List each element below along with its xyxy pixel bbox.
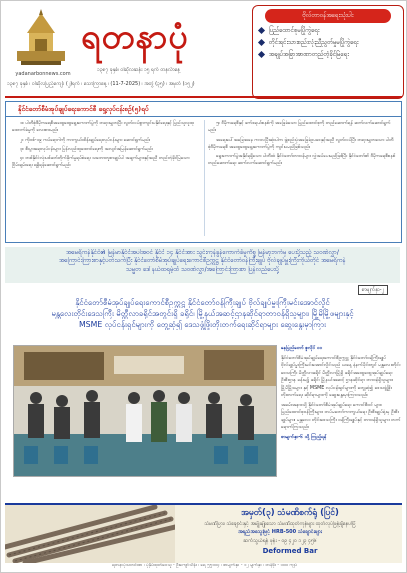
ad-product-line: အရည်အသွေးမြင့် HRB-500 သံချောင်းများ — [238, 529, 322, 535]
page-reference[interactable]: စာမျက်နှာ-၂ — [358, 285, 388, 295]
roadmap-right-column — [208, 120, 396, 170]
newspaper-nameplate: ရတနာပုံ — [81, 17, 189, 57]
slogan-item — [259, 38, 397, 47]
masthead — [7, 5, 402, 95]
headline-line: မန္တလေးတိုင်းဒေသကြီး မိတ္ထီလာခရိုင်အတွင်းရှိ ခရိုင်၊ မြို့နယ်အဆင့်ဌာနဆိုင်ရာတာဝန်ရှိသူများ၊ မြို့မိမြို့ဖများနှင့် — [51, 309, 354, 318]
roadmap-title: နိုင်ငံတော်စီမံအုပ်ချုပ်ရေးကောင်စီ ရှေ့လုပ်ငန်းစဉ်(၅)ရပ် — [6, 102, 401, 117]
diamond-bullet-icon — [258, 51, 265, 58]
diamond-bullet-icon — [258, 39, 265, 46]
ad-contact-line: ဆက်သွယ်ရန် ဖုန်း - ၀၉ ၄၂၀ ၁၂၃ ၄၅၆ — [243, 538, 317, 544]
footer-imprint: ရတနာပုံသတင်းစာ ၊ ပုံနှိပ်ထုတ်ဝေသူ - ဦးကျော်သိန်း ၊ ရေ ၅၅၁၀၄ ၊ စာမျက်နှာ - ၁၂ မျက်နှာ ၊ တန်ဖိုး - ၁၀၀ ကျပ် — [112, 563, 297, 568]
main-headline[interactable] — [5, 297, 400, 330]
website-url: yadanarbonnews.com — [15, 71, 71, 77]
slogan-item-text: တိုင်းရင်းသားစည်းလုံးညီညွတ်မှုမပြိုကွဲရေး — [269, 39, 359, 46]
story-body — [281, 345, 401, 510]
news-photo[interactable] — [13, 345, 277, 477]
lead-line: သမ္မတ ဒေါ်နယ်ထရမ့်ထံ သဝဏ်လွှာ/အကြောင်းကြားစာ ပြန်လည်ပေးပို့ — [126, 265, 279, 273]
issue-date-line: ၁၃၈၇ ခုနှစ်၊ ဝါဆိုလဆန်း ၁၅ ရက် တနင်္လာနေ့ — [97, 67, 181, 73]
roadmap-item: ၄။ တစ်နိုင်ငံလုံးပစ်ခတ်တိုက်ခိုက်မှုရပ်စဲရေး သဘောတူစာချုပ်ပါ အချက်များနှင့်အညီ တည်တံ့ခိုင်မြဲသော ငြိမ်းချမ်းရေး ရရှိရန်ဆောင်ရွက်မည်။ — [12, 156, 190, 169]
slogan-item — [259, 50, 397, 59]
ad-title: အမှတ်(၃) သံမဏိစက်ရုံ (ပြင်) — [241, 508, 339, 518]
story-continue-link[interactable]: စာမျက်နှာ-၆ သို့ ကြည့်ရန် — [281, 434, 327, 440]
roadmap-item: ရွေးကောက်ပွဲအနိုင်ရရှိသော ပါတီထံ နိုင်ငံတော်တာဝန်များ လွှဲအပ်ပေးမည်ဖြစ်ပြီး နိုင်ငံတော်၏ ဒီမိုကရေစီစနစ် တည်ဆောက်ရေး ဆက်လက်ဆောင်ရွက်မည်။ — [208, 154, 396, 167]
ad-brand: Deformed Bar — [262, 547, 318, 555]
lead-story-box[interactable] — [5, 247, 400, 283]
story-dateline: နေပြည်တော် ဇူလိုင် ၁၀ — [281, 346, 323, 351]
advertisement[interactable] — [5, 503, 402, 563]
roadmap-item: ၅။ ဒီမိုကရေစီနှင့် ဖက်ဒရယ်စနစ်ကို အခြေခံသော ပြည်ထောင်စုကို တည်ဆောက်ရန် ဆက်လက်ဆောင်ရွက်မည်။ — [208, 121, 391, 134]
roadmap-left-column — [12, 120, 200, 172]
issue-number-line: ၁၃၈၇ ခုနှစ် ၊ ဝါဆိုလပြည့်ကျော် (၂)ရက် ၊ သောကြာနေ့ ၊ (11-7-2025) ၊ အတွဲ (၃၅) ၊ အမှတ် (၁၅၂) — [7, 81, 195, 87]
slogan-item-text: ပြည်ထောင်စုမပြိုကွဲရေး — [269, 27, 320, 34]
ad-subtitle: သံမဏိပြား၊ သံချောင်းနှင့် အမျိုးမျိုးသော သံမဏိထုတ်ကုန်များ ထုတ်လုပ်ဖြန့်ချိနေပါပြီ — [204, 521, 356, 527]
emblem-logo — [11, 9, 71, 71]
slogan-item — [259, 26, 397, 35]
lead-line: အကြောင်းကြားစာနှင့်ပတ်သက်ပြီး နိုင်ငံတော်စီမံအုပ်ချုပ်ရေးကောင်စီဥက္ကဋ္ဌ နိုင်ငံတော်ဝန်ကြီးချုပ် ဗိုလ်ချုပ်မှူးကြီးကိုယ်တိုင် အမေရိကန် — [59, 257, 346, 265]
roadmap-box — [5, 101, 402, 243]
slogan-item-text: အချုပ်အခြာအာဏာတည်တံ့ခိုင်မြဲရေး — [269, 51, 349, 58]
masthead-divider — [5, 96, 402, 98]
roadmap-item: အရေးပေါ်အခြေအနေ ကာလပြီးဆုံးပါက ဖွဲ့စည်းပုံအခြေခံဥပဒေနှင့်အညီ လွတ်လပ်ပြီး တရားမျှတသော ပါတီစုံဒီမိုကရေစီ အထွေထွေရွေးကောက်ပွဲကို ကျင်းပမည်ဖြစ်သည်။ — [208, 137, 394, 150]
roadmap-item: ၁။ ပါတီစုံဒီမိုကရေစီအထွေထွေရွေးကောက်ပွဲကို တရားမျှတပြီး လွတ်လပ်စွာကျင်းပနိုင်ရေးနှင့် ပြည်သူလူထုထောက်ခံမှုကို လေးစားမည်။ — [12, 121, 195, 134]
diamond-bullet-icon — [258, 27, 265, 34]
headline-line: နိုင်ငံတော်စီမံအုပ်ချုပ်ရေးကောင်စီဥက္ကဋ္ဌ နိုင်ငံတော်ဝန်ကြီးချုပ် ဗိုလ်ချုပ်မှူးကြီးမင်းအောင်လှိုင် — [75, 298, 330, 307]
roadmap-item: ၂။ ကိုဗစ်-၁၉ ကပ်ရောဂါကို ကာကွယ်ထိန်းချုပ်ရေးလုပ်ငန်းများ ဆောင်ရွက်မည်။ — [20, 137, 151, 143]
lead-line: အမေရိကန်နိုင်ငံ၏ မြန်မာနိုင်ငံအပါအဝင် နိုင်ငံ ၁၄ နိုင်ငံအား သွင်းကုန်ခွန်ကောက်ခံမှုကိစ္စ မြန်မာ့ဘက်မှ ပေးပို့သည့် သဝဏ်လွှာ/ — [66, 249, 339, 256]
slogan-heading: ဗိုလ်တာဝန်အရေးသုံးပါး — [265, 9, 391, 23]
headline-line: MSME လုပ်ငန်းရှင်များကို တွေ့ဆုံ၍ ဒေသဖွံ့ဖြိုးတိုးတက်ရေးဆိုင်ရာများ ဆွေးနွေးမှာကြား — [78, 320, 327, 329]
roadmap-item: ၃။ စီးပွားရေးလုပ်ငန်းများ ပြန်လည်ထူထောင်ရေးကို အလျင်အမြန်ဆောင်ရွက်မည်။ — [20, 146, 154, 152]
slogan-box — [252, 5, 404, 99]
column-divider — [204, 120, 205, 236]
story-paragraph: နိုင်ငံတော်စီမံအုပ်ချုပ်ရေးကောင်စီဥက္ကဋ္ဌ နိုင်ငံတော်ဝန်ကြီးချုပ် ဗိုလ်ချုပ်မှူးကြီးမင်းအောင်လှိုင်သည် ယနေ့ နံနက်ပိုင်းတွင် မန္တလေးတိုင်းဒေသကြီး မိတ္ထီလာခရိုင် မိတ္ထီလာမြို့ရှိ ခရိုင်အထွေထွေအုပ်ချုပ်ရေးဦးစီးဌာန ခန်းမ၌ ခရိုင်၊ မြို့နယ်အဆင့် ဌာနဆိုင်ရာ တာဝန်ရှိသူများ၊ မြို့မိမြို့ဖများ နှင့် MSME လုပ်ငန်းရှင်များကို တွေ့ဆုံ၍ ဒေသဖွံ့ဖြိုးတိုးတက်ရေး ဆိုင်ရာများကို ဆွေးနွေးမှာကြားသည်။ — [281, 355, 401, 398]
story-paragraph: အခမ်းအနားသို့ နိုင်ငံတော်စီမံအုပ်ချုပ်ရေး ကောင်စီဝင် များ၊ ပြည်ထောင်စုဝန်ကြီးများ၊ တပ်မတော်ကာကွယ်ရေး ဦးစီးချုပ်ရုံးမှ ဦးစီးချုပ်များ၊ မန္တလေး တိုင်းဒေသကြီး ဝန်ကြီးချုပ်နှင့် တာဝန်ရှိသူများ တက်ရောက်ကြသည်။ — [281, 402, 401, 430]
rebar-image — [5, 505, 175, 563]
